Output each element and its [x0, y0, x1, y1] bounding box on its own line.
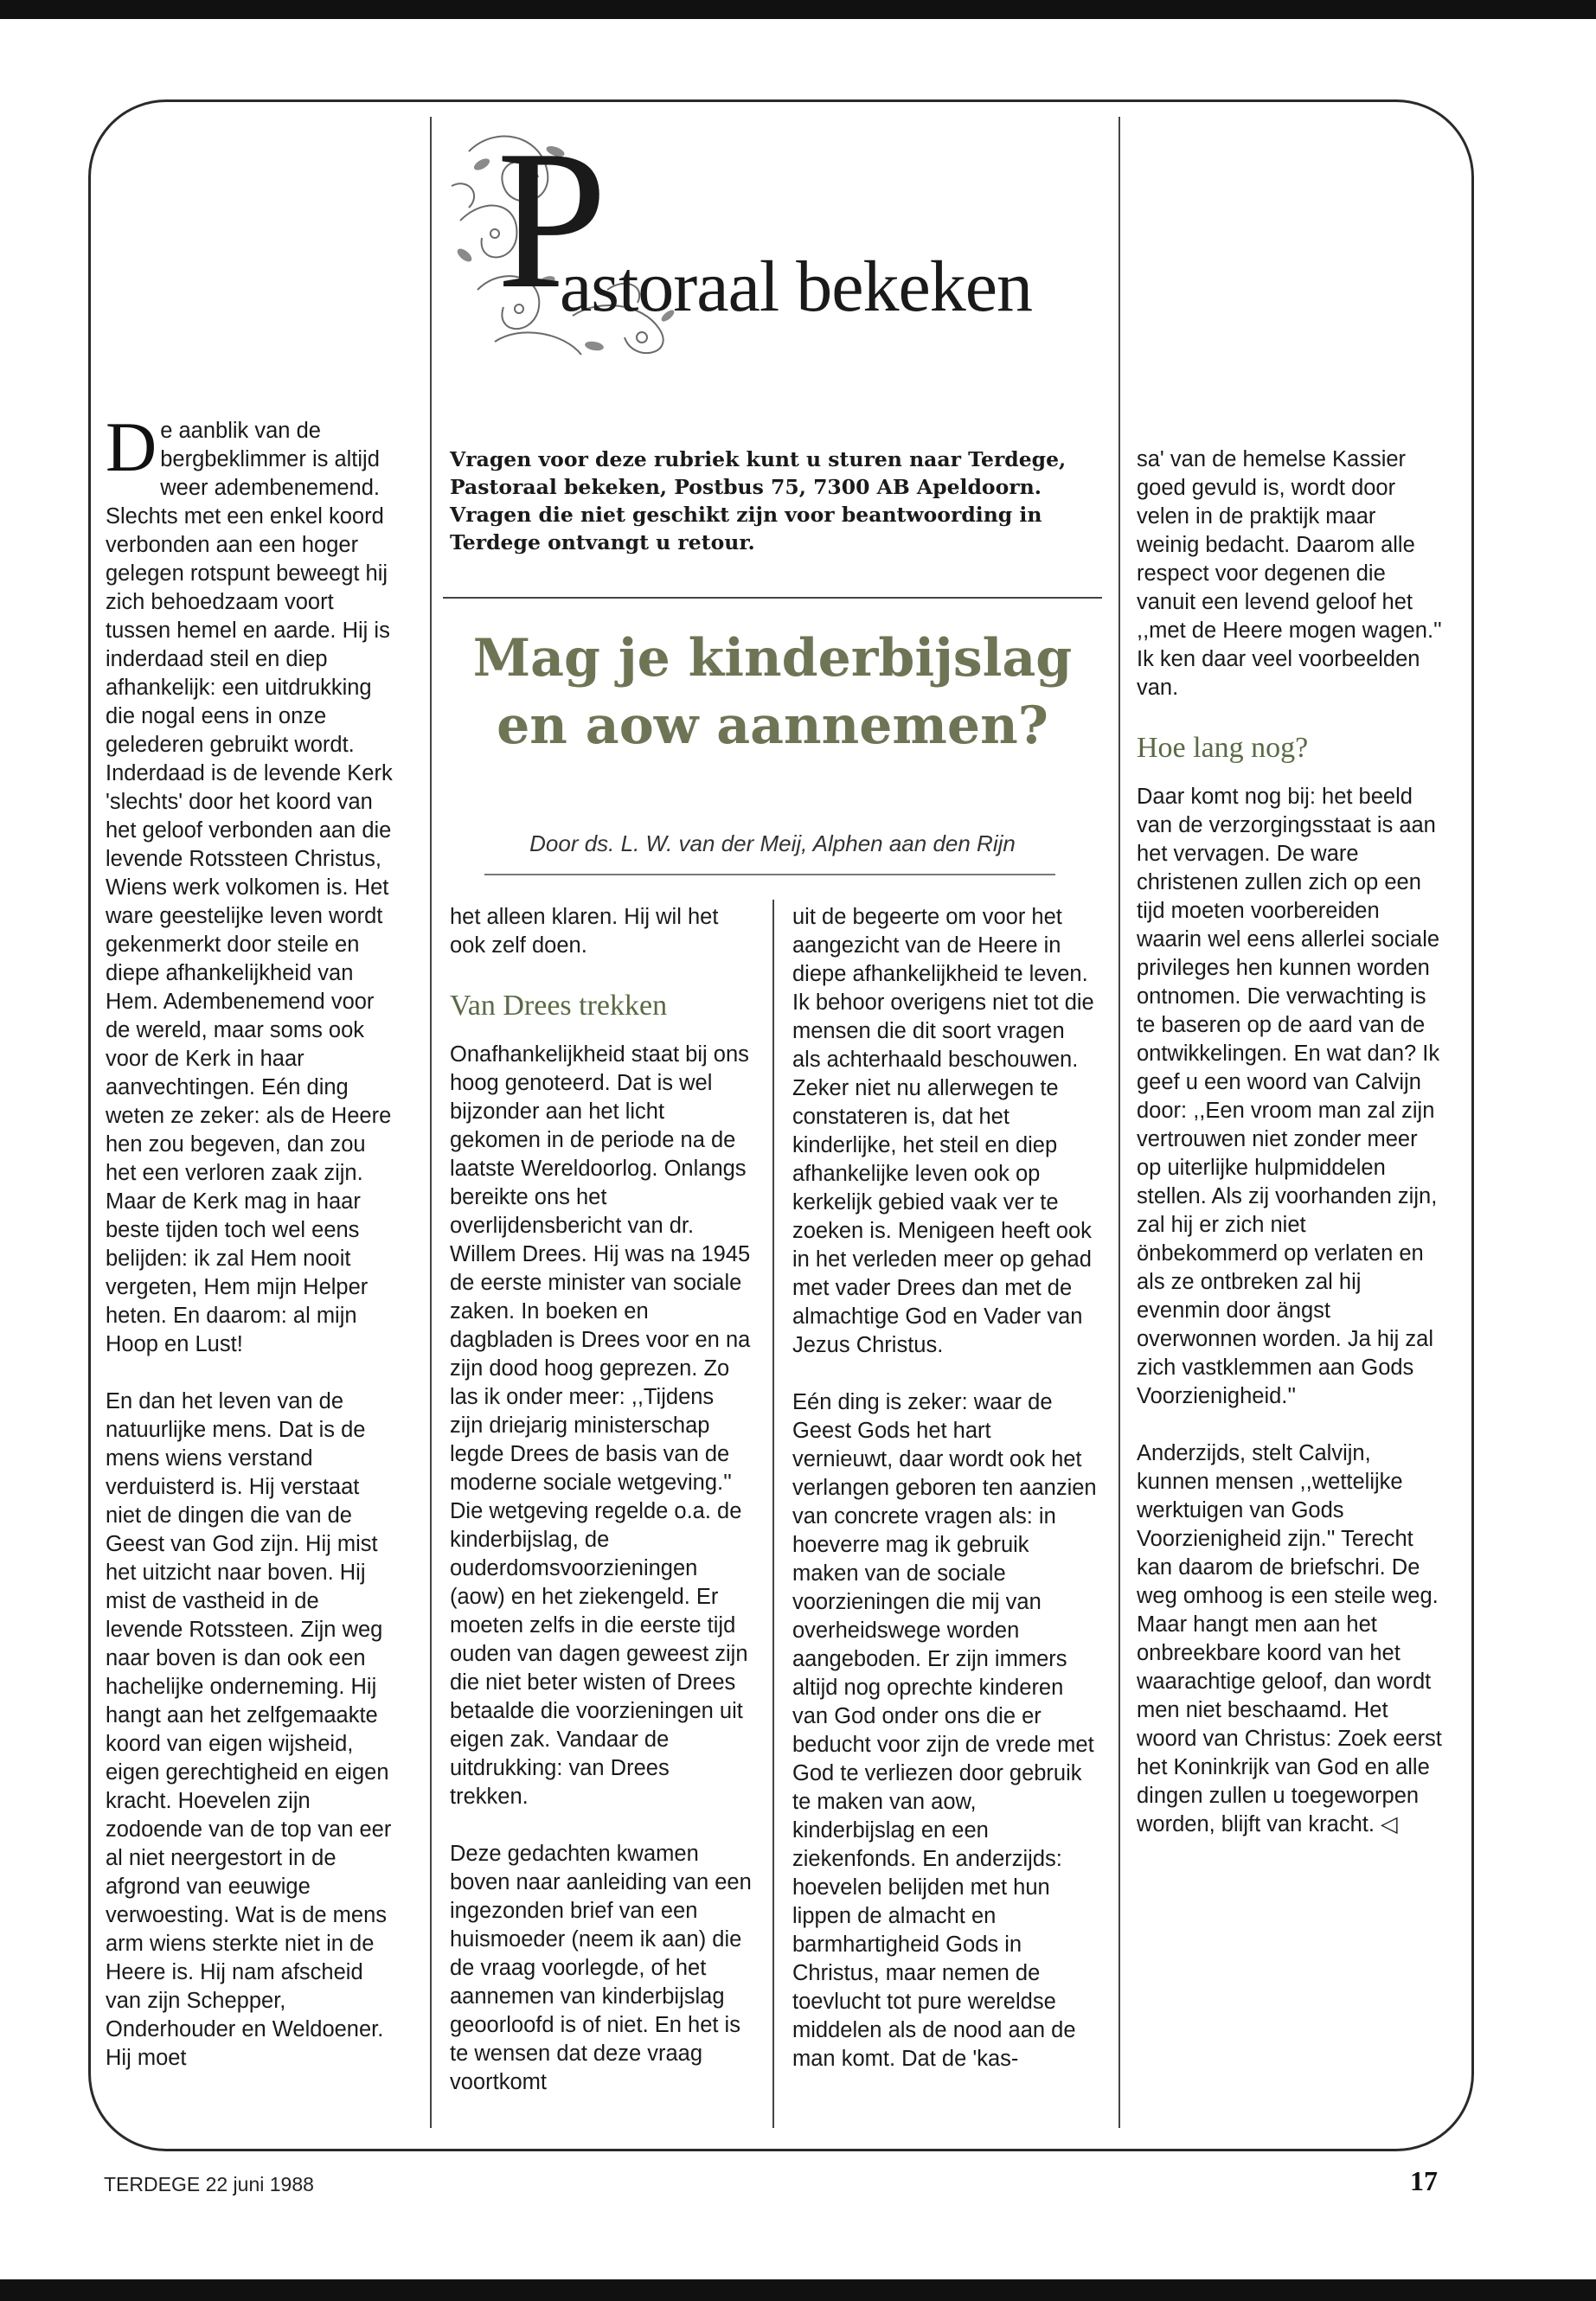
column-4 [1137, 445, 1444, 1839]
column-rule-left [430, 117, 432, 2128]
article-byline: Door ds. L. W. van der Meij, Alphen aan den Rijn [529, 830, 1016, 856]
col1-paragraph-1 [106, 407, 400, 1359]
footer-publication: TERDEGE 22 juni 1988 [104, 2173, 314, 2195]
col4-paragraph-1: sa' van de hemelse Kassier goed gevuld is, wordt door velen in de praktijk maar weinig bedacht. Daarom alle respect voor degenen die vanuit een levend geloof het ,,met de Heere mogen wagen.'' Ik ken daar veel voorbeelden van. [1137, 447, 1442, 700]
page-number: 17 [1410, 2165, 1438, 2196]
title-divider [443, 597, 1102, 599]
column-rule-right [1118, 117, 1120, 2128]
logo-title: astoraal bekeken [560, 247, 1033, 327]
col3-paragraph-2: Eén ding is zeker: waar de Geest Gods het hart vernieuwt, daar wordt ook het verlangen geboren ten aanzien van concrete vragen als: in hoeverre mag ik gebruik maken van de sociale voorzieningen die mij van overheidswege worden aangeboden. Er zijn immers altijd nog oprechte kinderen van God onder ons die er beducht voor zijn de vrede met God te verliezen door gebruik te maken van aow, kinderbijslag en een ziekenfonds. En anderzijds: hoevelen belijden met hun lippen de almacht en barmhartigheid Gods in Christus, maar nemen de toevlucht tot pure wereldse middelen als de nood aan de man komt. Dat de 'kas- [792, 1390, 1097, 2071]
subhead-van-drees-trekken: Van Drees trekken [450, 990, 668, 1022]
column-rule-middle [772, 900, 774, 2128]
drop-cap: D [106, 407, 157, 486]
submission-info: Vragen voor deze rubriek kunt u sturen naar Terdege, Pastoraal bekeken, Postbus 75, 7300 AB Apeldoorn. Vragen die niet geschikt zijn voor beantwoording in Terdege ontvangt u retour. [450, 447, 1067, 554]
column-3 [792, 903, 1097, 2073]
col2-paragraph-2: Onafhankelijkheid staat bij ons hoog genoteerd. Dat is wel bijzonder aan het licht gekomen in de periode na de laatste Wereldoorlog. Onlangs bereikte ons het overlijdensbericht van dr. Willem Drees. Hij was na 1945 de eerste minister van sociale zaken. In boeken en dagbladen is Drees voor en na zijn dood hoog geprezen. Zo las ik onder meer: ,,Tijdens zijn driejarig ministerschap legde Drees de basis van de moderne sociale wetgeving.'' Die wetgeving regelde o.a. de kinderbijslag, de ouderdomsvoorzieningen (aow) en het ziekengeld. Er moeten zelfs in die eerste tijd ouden van dagen geweest zijn die niet beter wisten of Drees betaalde die voorzieningen uit eigen zak. Vandaar de uitdrukking: van Drees trekken. [450, 1042, 751, 1809]
byline-rule [484, 874, 1055, 875]
col1-p1-text: e aanblik van de bergbeklimmer is altijd weer adembenemend. Slechts met een enkel koord verbonden aan een hoger gelegen rotspunt beweegt hij zich behoedzaam voort tussen hemel en aarde. Hij is inderdaad steil en diep afhankelijk: een uitdrukking die nogal eens in onze gelederen gebruikt wordt. Inderdaad is de levende Kerk 'slechts' door het koord van het geloof verbonden aan die levende Rotssteen Christus, Wiens werk volkomen is. Het ware geestelijke leven wordt gekenmerkt door steile en diepe afhankelijkheid van Hem. Adembenemend voor de wereld, maar soms ook voor de Kerk in haar aanvechtingen. Eén ding weten ze zeker: als de Heere hen zou begeven, dan zou het een verloren zaak zijn. Maar de Kerk mag in haar beste tijden toch wel eens belijden: ik zal Hem nooit vergeten, Hem mijn Helper heten. En daarom: al mijn Hoop en Lust! [106, 419, 393, 1356]
scan-top-border [0, 0, 1596, 19]
subhead-hoe-lang-nog: Hoe lang nog? [1137, 732, 1309, 764]
scan-bottom-border [0, 2279, 1596, 2301]
col4-paragraph-2: Daar komt nog bij: het beeld van de verzorgingsstaat is aan het vervagen. De ware christenen zullen zich op een tijd moeten voorbereiden waarin wel eens allerlei sociale privileges hen kunnen worden ontnomen. Die verwachting is te baseren op de aard van de ontwikkelingen. En wat dan? Ik geef u een woord van Calvijn door: ,,Een vroom man zal zijn vertrouwen niet zonder meer op uiterlijke hulpmiddelen stellen. Als zij voorhanden zijn, zal hij er zich niet önbekommerd op verlaten en als ze ontbreken zal hij evenmin door ängst overwonnen worden. Ja hij zal zich vastklemmen aan Gods Voorzienigheid.'' [1137, 785, 1440, 1408]
rubric-logo [443, 109, 1118, 376]
col3-paragraph-1: uit de begeerte om voor het aangezicht van de Heere in diepe afhankelijkheid te leven. Ik behoor overigens niet tot die mensen die dit soort vragen als achterhaald beschouwen. Zeker niet nu allerwegen te constateren is, dat het kinderlijke, het steil en diep afhankelijke leven ook op kerkelijk gebied vaak ver te zoeken is. Menigeen heeft ook in het verleden meer op gehad met vader Drees dan met de almachtige God en Vader van Jezus Christus. [792, 905, 1094, 1357]
article-title: Mag je kinderbijslag en aow aannemen? [472, 628, 1073, 756]
logo-initial: P [497, 109, 607, 330]
col2-paragraph-3: Deze gedachten kwamen boven naar aanleiding van een ingezonden brief van een huismoeder (neem ik aan) die de vraag voorlegde, of het aannemen van kinderbijslag geoorloofd is of niet. En het is te wensen dat deze vraag voortkomt [450, 1842, 752, 2094]
column-2 [450, 903, 753, 2097]
col1-paragraph-2: En dan het leven van de natuurlijke mens. Dat is de mens wiens verstand verduisterd is. Hij verstaat niet de dingen die van de Geest van God zijn. Hij mist het uitzicht naar boven. Hij mist de vastheid in de levende Rotssteen. Zijn weg naar boven is dan ook een hachelijke onderneming. Hij hangt aan het zelfgemaakte koord van eigen wijsheid, eigen gerechtigheid en eigen kracht. Hoevelen zijn zodoende van de top van eer al niet neergestort in de afgrond van eeuwige verwoesting. Wat is de mens arm wiens sterkte niet in de Heere is. Hij nam afscheid van zijn Schepper, Onderhouder en Weldoener. Hij moet [106, 1389, 392, 2070]
column-1 [106, 407, 400, 2073]
col4-paragraph-3: Anderzijds, stelt Calvijn, kunnen mensen ,,wettelijke werktuigen van Gods Voorzienigheid zijn.'' Terecht kan daarom de briefschri. De weg omhoog is een steile weg. Maar hangt men aan het onbreekbare koord van het waarachtige geloof, dan wordt men niet beschaamd. Het woord van Christus: Zoek eerst het Koninkrijk van God en alle dingen zullen u toegeworpen worden, blijft van kracht. ◁ [1137, 1441, 1442, 1836]
col2-paragraph-1: het alleen klaren. Hij wil het ook zelf doen. [450, 905, 719, 958]
